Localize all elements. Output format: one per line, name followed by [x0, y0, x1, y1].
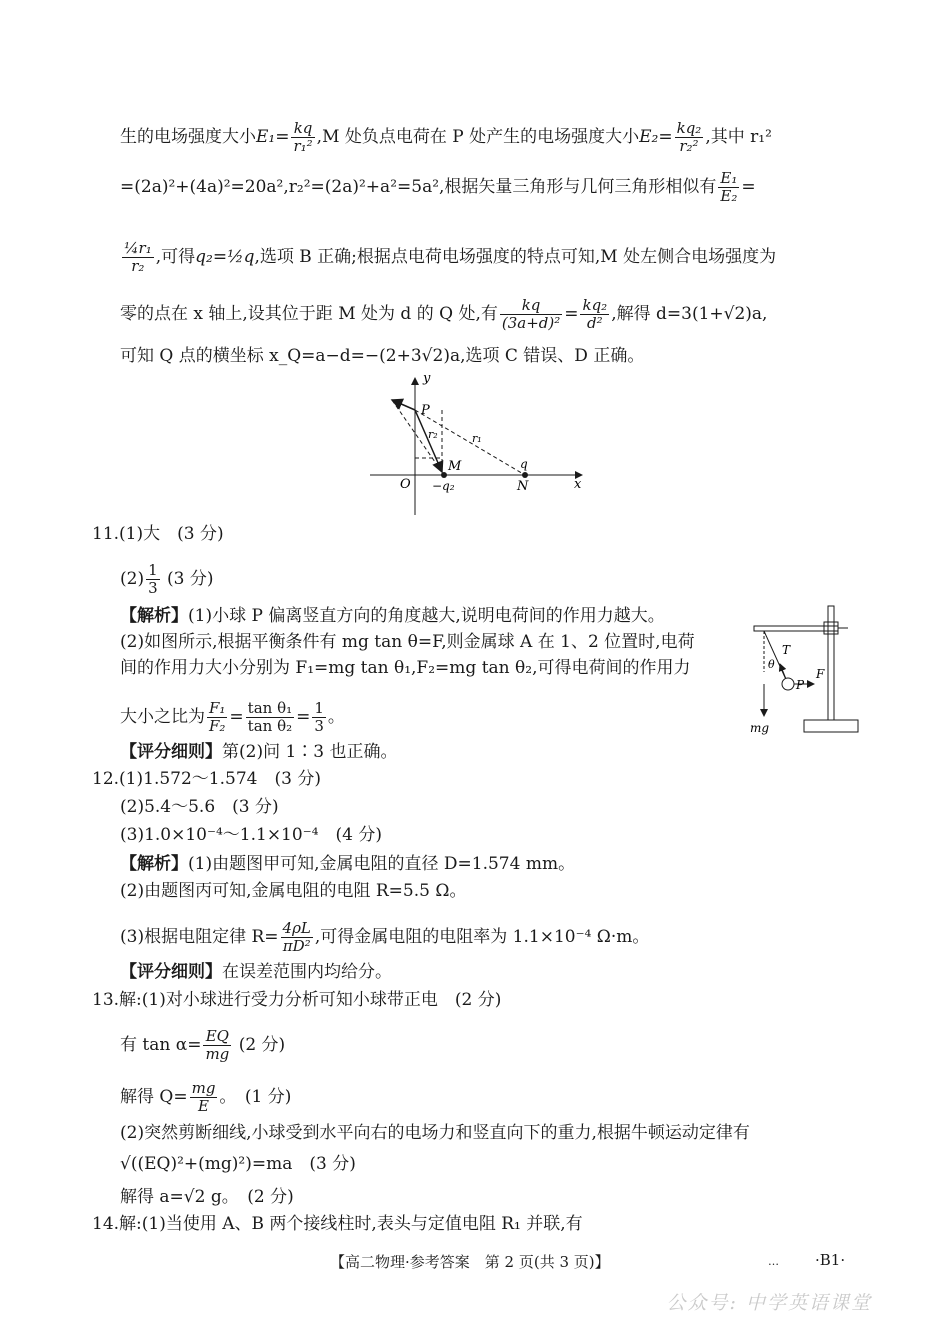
- label-mg: mg: [750, 721, 770, 735]
- label-n: N: [517, 479, 529, 494]
- label-q: q: [520, 457, 528, 471]
- watermark: 公众号: 中学英语课堂: [666, 1292, 872, 1314]
- fraction: $\frac{EQ}{mg}$: [205, 1027, 230, 1063]
- fraction: $\frac{\text{tan θ₁}}{\text{tan θ₂}}$: [247, 699, 293, 735]
- label-x: x: [574, 477, 582, 492]
- fraction: $\frac{kq}{\text{(3a+d)²}}$: [501, 296, 561, 332]
- fraction: $\frac{4\rho L}{\text{πD²}}$: [282, 919, 311, 955]
- fraction: $\frac{mg}{E}$: [191, 1079, 216, 1115]
- label-f: F: [816, 667, 825, 681]
- fraction: $\frac{\text{kq₂}}{\text{r₂²}}$: [676, 119, 702, 155]
- q11-figure: [740, 602, 870, 742]
- label-theta: θ: [768, 658, 775, 671]
- fraction: $\frac{\text{F₁}}{\text{F₂}}$: [209, 699, 226, 735]
- label-p: P: [796, 678, 805, 692]
- r1-dashed: [415, 410, 525, 475]
- label-o: O: [400, 477, 411, 492]
- q13-line-4: (2)突然剪断细线,小球受到水平向右的电场力和竖直向下的重力,根据牛顿运动定律有: [120, 1123, 750, 1143]
- q10-line-4: 零的点在 x 轴上,设其位于距 M 处为 d 的 Q 处,有 $\frac{kq}{\text{(3a+d)²}}$ = $\frac{\text{kq₂}}{\text{d²}}$ ,解得 d=3(1+√2)a,: [120, 296, 768, 332]
- stand-pole: [828, 606, 834, 720]
- q12-line-2: (2)5.4～5.6 (3 分): [120, 797, 279, 817]
- stand-clamp: [824, 622, 838, 634]
- label-r1: r₁: [472, 432, 482, 445]
- q10-line-1: 生的电场强度大小E₁= $\frac{kq}{\text{r₁²}}$ ,M 处负点电荷在 P 处产生的电场强度大小E₂= $\frac{\text{kq₂}}{\text{r₂²}}$ ,其中 r₁²: [120, 119, 772, 155]
- q11-scoring: 【评分细则】第(2)问 1∶3 也正确。: [120, 742, 398, 762]
- q12-analysis-2: (2)由题图丙可知,金属电阻的电阻 R=5.5 Ω。: [120, 881, 467, 901]
- q12-scoring: 【评分细则】在误差范围内均给分。: [120, 962, 392, 982]
- footer-center: 【高二物理·参考答案 第 2 页(共 3 页)】: [330, 1253, 610, 1271]
- q11-line-1: 11.(1)大 (3 分): [92, 524, 224, 544]
- q13-line-3: 解得 Q= $\frac{mg}{E}$ 。 (1 分): [120, 1079, 292, 1115]
- q10-line-3: $\frac{\text{¼r₁}}{\text{r₂}}$ ,可得q₂=½q,选项 B 正确;根据点电荷电场强度的特点可知,M 处左侧合电场强度为: [124, 239, 777, 275]
- label-r2: r₂: [428, 428, 438, 441]
- stand-arm: [754, 626, 838, 631]
- fraction: $\frac{1}{3}$: [148, 561, 158, 597]
- footer-right: ·B1·: [815, 1251, 846, 1269]
- q12-line-1: 12.(1)1.572～1.574 (3 分): [92, 769, 321, 789]
- label-t: T: [782, 643, 791, 657]
- label-p: P: [421, 403, 430, 418]
- label-q2: −q₂: [432, 479, 455, 493]
- fraction: $\frac{1}{3}$: [314, 699, 324, 735]
- fraction: $\frac{\text{¼r₁}}{\text{r₂}}$: [124, 239, 152, 275]
- q11-analysis-1: 【解析】(1)小球 P 偏离竖直方向的角度越大,说明电荷间的作用力越大。: [120, 606, 665, 626]
- q14-line-1: 14.解:(1)当使用 A、B 两个接线柱时,表头与定值电阻 R₁ 并联,有: [92, 1214, 583, 1234]
- charge-n: [522, 472, 528, 478]
- e2-vector: [415, 410, 442, 472]
- q12-analysis-3: (3)根据电阻定律 R= $\frac{4\rho L}{\text{πD²}}$ ,可得金属电阻的电阻率为 1.1×10⁻⁴ Ω·m。: [120, 919, 650, 955]
- charge-m: [441, 472, 447, 478]
- e1-vector: [392, 400, 415, 410]
- q12-line-3: (3)1.0×10⁻⁴～1.1×10⁻⁴ (4 分): [120, 825, 382, 845]
- label-m: M: [448, 459, 462, 474]
- q13-line-1: 13.解:(1)对小球进行受力分析可知小球带正电 (2 分): [92, 990, 502, 1010]
- footer-mark: …: [768, 1255, 779, 1268]
- stand-base: [804, 720, 858, 732]
- fraction: $\frac{\text{E₁}}{\text{E₂}}$: [720, 169, 738, 205]
- q12-analysis-1: 【解析】(1)由题图甲可知,金属电阻的直径 D=1.574 mm。: [120, 854, 576, 874]
- ball-p: [782, 678, 794, 690]
- q13-line-5: √((EQ)²+(mg)²)=ma (3 分): [120, 1154, 356, 1174]
- q10-figure: [360, 370, 590, 520]
- q11-analysis-4: 大小之比为 $\frac{\text{F₁}}{\text{F₂}}$ = $\frac{\text{tan θ₁}}{\text{tan θ₂}}$ = $\frac{1}{3}$ 。: [120, 699, 345, 735]
- label-y: y: [423, 371, 431, 386]
- q11-analysis-3: 间的作用力大小分别为 F₁=mg tan θ₁,F₂=mg tan θ₂,可得电荷间的作用力: [120, 658, 691, 678]
- fraction: $\frac{kq}{\text{r₁²}}$: [293, 119, 313, 155]
- q10-line-2: =(2a)²+(4a)²=20a²,r₂²=(2a)²+a²=5a²,根据矢量三角形与几何三角形相似有 $\frac{\text{E₁}}{\text{E₂}}$ =: [120, 169, 756, 205]
- q11-line-2: (2) $\frac{1}{3}$ (3 分): [120, 561, 214, 597]
- fraction: $\frac{\text{kq₂}}{\text{d²}}$: [582, 296, 608, 332]
- q13-line-6: 解得 a=√2 g。 (2 分): [120, 1187, 294, 1207]
- q13-line-2: 有 tan α= $\frac{EQ}{mg}$ (2 分): [120, 1027, 286, 1063]
- q10-line-5: 可知 Q 点的横坐标 x_Q=a−d=−(2+3√2)a,选项 C 错误、D 正确。: [120, 346, 645, 366]
- q11-analysis-2: (2)如图所示,根据平衡条件有 mg tan θ=F,则金属球 A 在 1、2 位置时,电荷: [120, 632, 695, 652]
